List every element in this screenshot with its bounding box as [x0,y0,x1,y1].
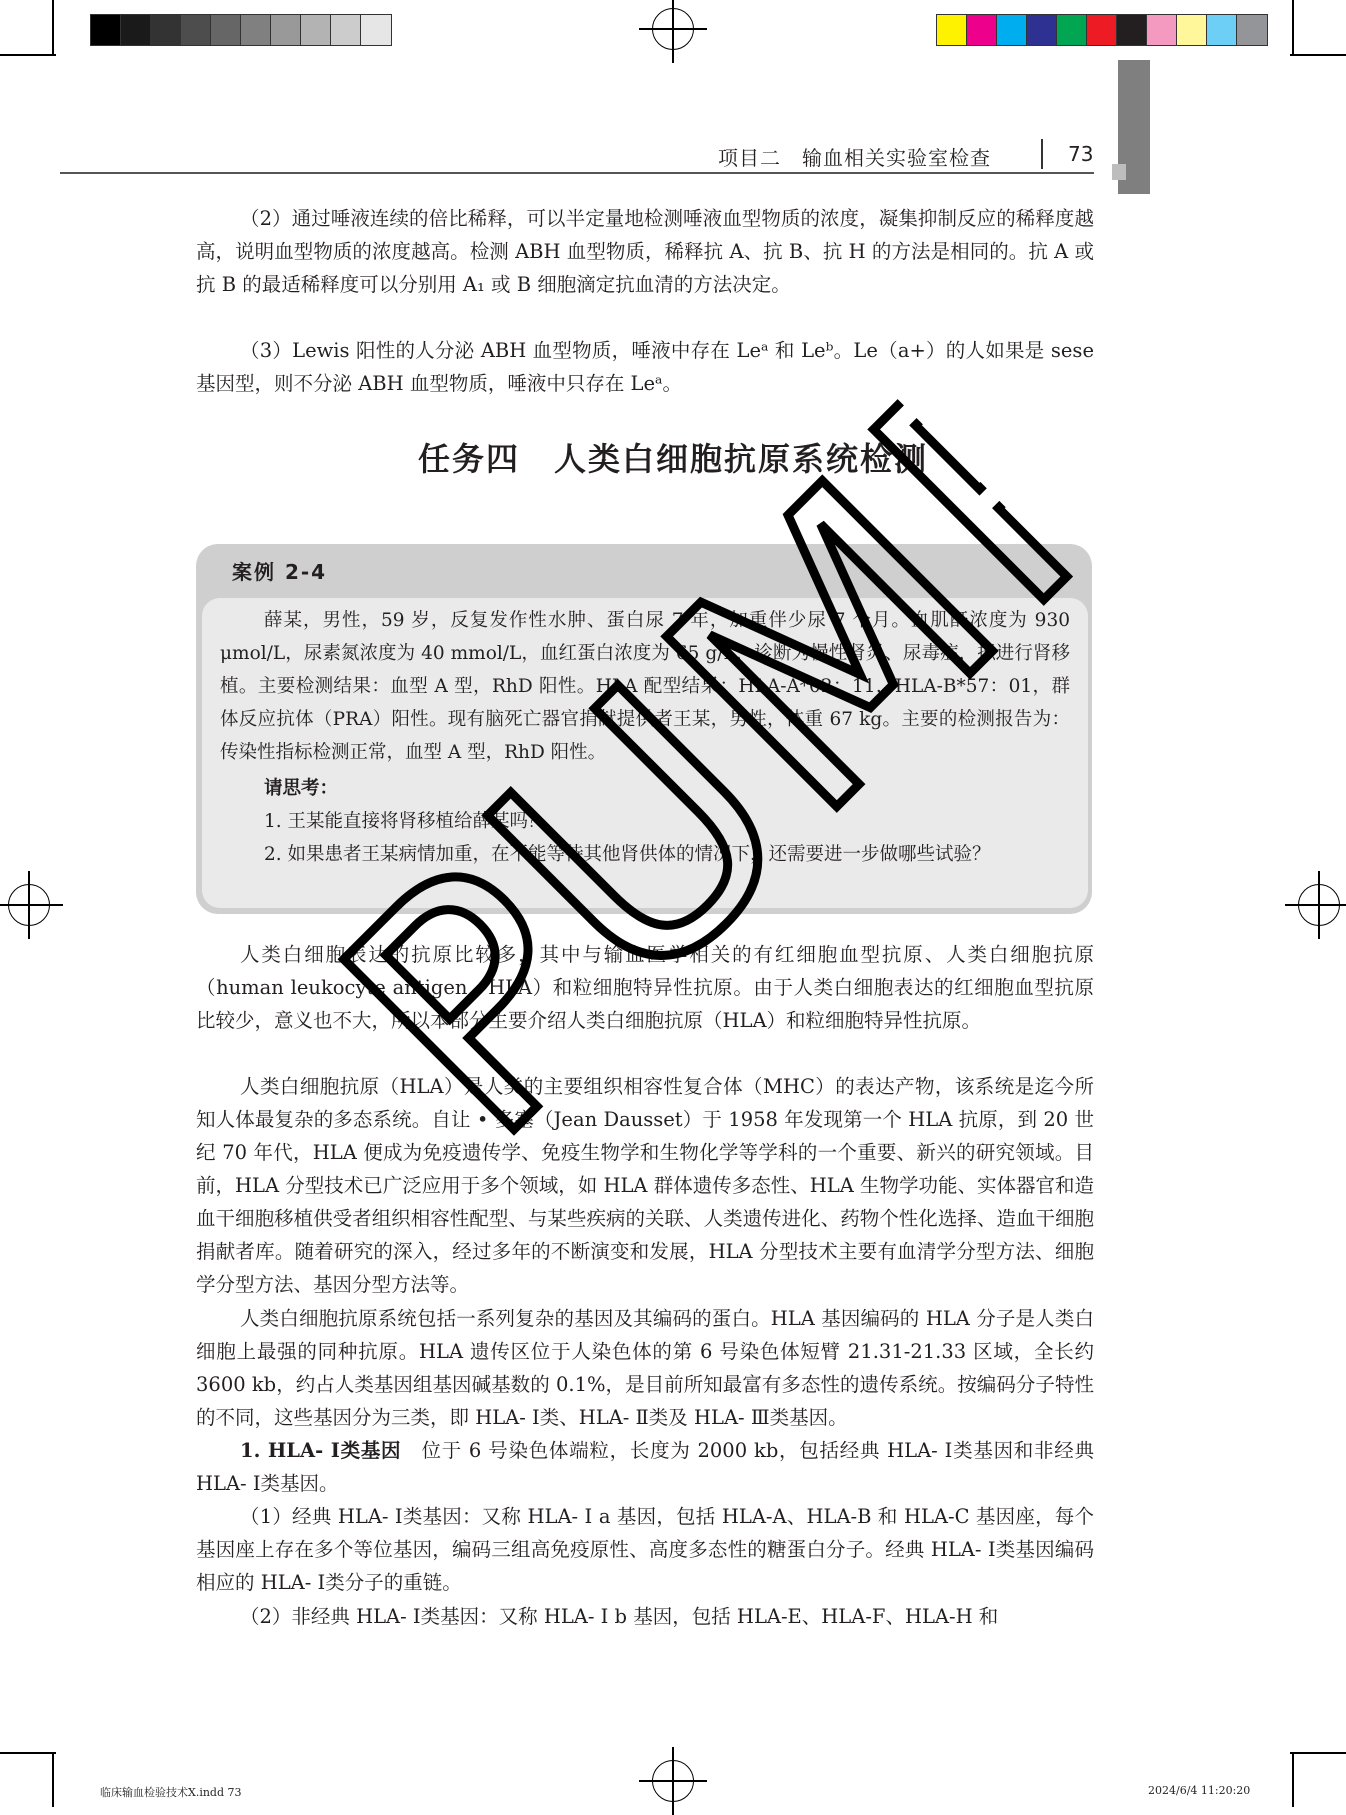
color-swatch [1117,15,1147,45]
registration-mark [652,1760,694,1802]
gray-swatch [211,15,241,45]
case-question-1: 1. 王某能直接将肾移植给薛某吗？ [264,811,547,832]
page-number: 73 [1068,142,1094,166]
paragraph-lewis: （3）Lewis 阳性的人分泌 ABH 血型物质，唾液中存在 Leᵃ 和 Leᵇ。Le（a+）的人如果是 sese 基因型，则不分泌 ABH 血型物质，唾液中只存在 Leᵃ。 [196,339,1094,395]
pump-watermark-letters: PUMP [278,360,1100,1181]
footer-timestamp: 2024/6/4 11:20:20 [1148,1784,1251,1797]
gray-calibration-bar [90,14,392,46]
section-title: 任务四 人类白细胞抗原系统检测 [417,440,928,478]
header-rule [60,172,1094,174]
crop-mark [1292,0,1294,56]
header-separator [1041,139,1043,169]
color-swatch [1027,15,1057,45]
color-swatch [997,15,1027,45]
case-label: 案例 2-4 [232,560,328,584]
gray-swatch [271,15,301,45]
color-swatch [1177,15,1207,45]
paragraph-hla1-nonclassic: （2）非经典 HLA- Ⅰ类基因：又称 HLA- Ⅰ b 基因，包括 HLA-E、HLA-F、HLA-H 和 [240,1605,999,1628]
color-swatch [967,15,997,45]
color-swatch [1087,15,1117,45]
gray-swatch [361,15,391,45]
gray-swatch [181,15,211,45]
color-swatch [1147,15,1177,45]
color-swatch [1057,15,1087,45]
paragraph-hla-history: 人类白细胞抗原（HLA）是人类的主要组织相容性复合体（MHC）的表达产物，该系统是迄今所知人体最复杂的多态系统。自让 • 多塞（Jean Dausset）于 1958 年发现第一个 HLA 抗原，到 20 世纪 70 年代，HLA 便成为免疫遗传学、免疫生物学和生物化学等学科的一个重要、新兴的研究领域。目前，HLA 分型技术已广泛应用于多个领域，如 HLA 群体遗传多态性、HLA 生物学功能、实体器官和造血干细胞移植供受者组织相容性配型、与某些疾病的关联、人类遗传进化、药物个性化选择、造血干细胞捐献者库。随着研究的深入，经过多年的不断演变和发展，HLA 分型技术主要有血清学分型方法、细胞学分型方法、基因分型方法等。 [196,1075,1094,1296]
paragraph-intro: 人类白细胞表达的抗原比较多，其中与输血医学相关的有红细胞血型抗原、人类白细胞抗原（human leukocyte antigen，HLA）和粒细胞特异性抗原。由于人类白细胞表达的红细胞血型抗原比较少，意义也不大，所以本部分主要介绍人类白细胞抗原（HLA）和粒细胞特异性抗原。 [196,943,1094,1032]
chapter-tab-square [1112,164,1126,180]
color-swatch [1237,15,1267,45]
running-header-title: 项目二 输血相关实验室检查 [718,146,991,170]
crop-mark [0,1752,56,1754]
registration-mark [652,8,694,50]
gray-swatch [121,15,151,45]
crop-mark [1292,1752,1294,1807]
case-question-2: 2. 如果患者王某病情加重，在不能等待其他肾供体的情况下，还需要进一步做哪些试验？ [264,844,991,865]
color-swatch [1207,15,1237,45]
registration-mark [8,884,50,926]
case-think-label: 请思考： [264,778,339,799]
crop-mark [52,1752,54,1807]
paragraph-saliva-dilution: （2）通过唾液连续的倍比稀释，可以半定量地检测唾液血型物质的浓度，凝集抑制反应的稀释度越高，说明血型物质的浓度越高。检测 ABH 血型物质，稀释抗 A、抗 B、抗 H 的方法是相同的。抗 A 或抗 B 的最适稀释度可以分别用 A₁ 或 B 细胞滴定抗血清的方法决定。 [196,207,1094,296]
registration-mark [1298,884,1340,926]
gray-swatch [241,15,271,45]
crop-mark [1290,54,1346,56]
paragraph-hla-system: 人类白细胞抗原系统包括一系列复杂的基因及其编码的蛋白。HLA 基因编码的 HLA 分子是人类白细胞上最强的同种抗原。HLA 遗传区位于人染色体的第 6 号染色体短臂 21.31-21.33 区域，全长约 3600 kb，约占人类基因组基因碱基数的 0.1%，是目前所知最富有多态性的遗传系统。按编码分子特性的不同，这些基因分为三类，即 HLA- Ⅰ类、HLA- Ⅱ类及 HLA- Ⅲ类基因。 [196,1307,1094,1429]
gray-swatch [331,15,361,45]
crop-mark [52,0,54,56]
gray-swatch [91,15,121,45]
gray-swatch [301,15,331,45]
paragraph-hla1-classic: （1）经典 HLA- Ⅰ类基因：又称 HLA- Ⅰ a 基因，包括 HLA-A、HLA-B 和 HLA-C 基因座，每个基因座上存在多个等位基因，编码三组高免疫原性、高度多态性的糖蛋白分子。经典 HLA- Ⅰ类基因编码相应的 HLA- Ⅰ类分子的重链。 [196,1505,1094,1594]
crop-mark [0,54,56,56]
color-swatch [937,15,967,45]
crop-mark [1290,1752,1346,1754]
footer-file-name: 临床输血检验技术X.indd 73 [100,1786,242,1799]
gray-swatch [151,15,181,45]
color-calibration-bar [936,14,1268,46]
case-body: 薛某，男性，59 岁，反复发作性水肿、蛋白尿 7 年，加重伴少尿 7 个月。血肌酐浓度为 930 μmol/L，尿素氮浓度为 40 mmol/L，血红蛋白浓度为 65 g/L，诊断为慢性肾炎、尿毒症，拟进行肾移植。主要检测结果：血型 A 型，RhD 阳性。HLA 配型结果：HLA-A*02：11，HLA-B*57：01，群体反应抗体（PRA）阳性。现有脑死亡器官捐献提供者王某，男性，体重 67 kg。主要的检测报告为：传染性指标检测正常，血型 A 型，RhD 阳性。 [220,610,1070,763]
hla1-text: 位于 6 号染色体端粒，长度为 2000 kb，包括经典 HLA- Ⅰ类基因和非经典 HLA- Ⅰ类基因。 [196,1439,1094,1495]
hla1-heading: 1. HLA- Ⅰ类基因 [240,1439,402,1462]
paragraph-hla1 [196,1434,1094,1500]
